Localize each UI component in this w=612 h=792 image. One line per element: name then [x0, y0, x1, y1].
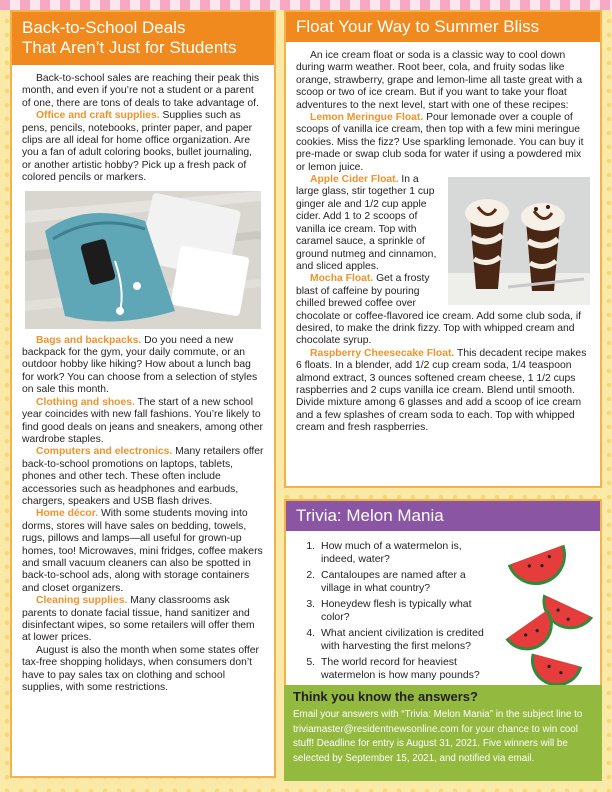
float-article — [284, 10, 602, 488]
trivia-questions — [286, 531, 496, 681]
float-title: Float Your Way to Summer Bliss — [286, 12, 600, 42]
float-body — [286, 42, 600, 435]
section-heading: Home décor. — [36, 508, 99, 520]
recipe-text: Pour lemonade over a couple of scoops of vanilla ice cream, then top with a few mini meringue cookies. Miss the fizz? Use sparkling lemonade. You can buy it pre-made or swap club soda for water if using a powdered mix or lemon juice. — [296, 112, 584, 173]
section-office — [22, 110, 264, 184]
article-closing: August is also the month when some states offer tax-free shopping holidays, when consumers don’t have to pay sales tax on clothing and school supplies, with some restrictions. — [22, 644, 259, 694]
section-heading: Clothing and shoes. — [36, 396, 135, 408]
trivia-question: 3. Honeydew flesh is typically what color? — [318, 598, 496, 623]
trivia-question: 2. Cantaloupes are named after a village in what country? — [318, 569, 496, 594]
article-intro: Back-to-school sales are reaching their peak this month, and even if you’re not a student or a parent of one, there are tons of deals to take advantage of. — [22, 73, 260, 109]
section-heading: Cleaning supplies. — [36, 595, 128, 607]
trivia-title: Trivia: Melon Mania — [286, 501, 600, 531]
trivia-list — [296, 540, 496, 681]
section-text: Supplies such as pens, pencils, notebooks, printer paper, and paper clips are all ideal for home office organization. Are you a fan of adult coloring books, bullet journaling, or another artistic hobby? Pick up a fresh pack of colored pencils or markers. — [22, 110, 253, 184]
recipe-raspberry — [296, 348, 590, 435]
trivia-panel — [284, 499, 602, 689]
section-text: Many classrooms ask parents to donate facial tissue, hand sanitizer and disinfectant wipes, so some retailers will offer them at lower prices. — [22, 595, 255, 644]
section-heading: Bags and backpacks. — [36, 334, 142, 346]
back-to-school-article — [10, 10, 276, 778]
backpack-illustration — [25, 191, 261, 329]
section-text: Do you need a new backpack for the gym, your daily commute, or an outdoor hobby like hiking? How about a lunch bag for work? You can choose from a selection of styles on sale this month. — [22, 334, 258, 396]
article-title-line1: Back-to-School Deals — [22, 18, 186, 37]
article-title — [12, 12, 274, 65]
trivia-question: 1. How much of a watermelon is, indeed, water? — [318, 540, 496, 565]
section-text: With some students moving into dorms, stores will have sales on bedding, towels, rugs, pillows and lamps—all useful for grown-up homes, too! Microwaves, mini fridges, coffee makers and small vacuum cleaners can also be spotted in back-to-school ads, along with storage containers and closet organizers. — [22, 508, 263, 594]
recipe-heading: Mocha Float. — [310, 273, 374, 285]
article-body — [12, 65, 274, 694]
pink-stripe-border — [0, 0, 612, 10]
recipe-text: Get a frosty blast of caffeine by pouring chilled brewed coffee over chocolate or coffee-flavored ice cream. Add some club soda, if desired, to make the drink fizzy. Top with whipped cream and chocolate syrup. — [296, 273, 581, 347]
watermelon-slices-illustration — [496, 535, 596, 685]
section-heading: Office and craft supplies. — [36, 110, 160, 122]
recipe-lemon — [296, 112, 590, 174]
answers-text: Email your answers with “Trivia: Melon Mania” in the subject line to triviamaster@residentnewsonline.com for your chance to win cool stuff! Deadline for entry is August 31, 2021. Five winners will be selected by September 15, 2021, and notified via email. — [293, 709, 583, 764]
trivia-question: 4. What ancient civilization is credited with harvesting the first melons? — [318, 627, 496, 652]
section-clothing — [22, 397, 264, 447]
recipe-text: This decadent recipe makes 6 floats. In a blender, add 1/2 cup cream soda, 1/4 teaspoon almond extract, 3 ounces softened cream cheese, 1 1/2 cups raspberries and 2 cups vanilla ice cream. Blend until smooth. Divide mixture among 6 glasses and add a scoop of ice cream and a few splashes of cream soda to each. Top with whipped cream and fresh raspberries. — [296, 347, 587, 434]
section-computers — [22, 446, 264, 508]
recipe-text: In a large glass, stir together 1 cup ginger ale and 1/2 cup apple cider. Add 1 to 2 scoops of vanilla ice cream. Top with caramel sauce, a sprinkle of ground nutmeg and cinnamon, and sliced apples. — [296, 174, 437, 272]
section-bags — [22, 335, 264, 397]
recipe-heading: Apple Cider Float. — [310, 174, 399, 186]
answers-title: Think you know the answers? — [293, 689, 478, 704]
section-heading: Computers and electronics. — [36, 446, 173, 458]
article-title-line2: That Aren’t Just for Students — [22, 38, 237, 57]
answers-box — [284, 685, 602, 781]
recipe-heading: Lemon Meringue Float. — [310, 112, 424, 124]
section-text: The start of a new school year coincides with new fall fashions. You’re likely to find good deals on jeans and sneakers, among other wardrobe staples. — [22, 396, 263, 445]
float-intro: An ice cream float or soda is a classic way to cool down during warm weather. Root beer, cola, and fruity sodas like orange, strawberry, grape and lemon-lime all taste great with a scoop or two of ice cream. But if you want to take your float adventures to the next level, start with one of these recipes: — [296, 50, 583, 111]
trivia-question: 5. The world record for heaviest watermelon is how many pounds? — [318, 656, 496, 681]
section-home-decor — [22, 508, 264, 595]
ice-cream-float-photo — [448, 177, 590, 305]
section-text: Many retailers offer back-to-school promotions on laptops, tablets, phones and other tech. These often include accessories such as headphones and earbuds, chargers, speakers and USB flash drives. — [22, 446, 264, 507]
section-cleaning — [22, 595, 264, 645]
recipe-heading: Raspberry Cheesecake Float. — [310, 347, 455, 359]
